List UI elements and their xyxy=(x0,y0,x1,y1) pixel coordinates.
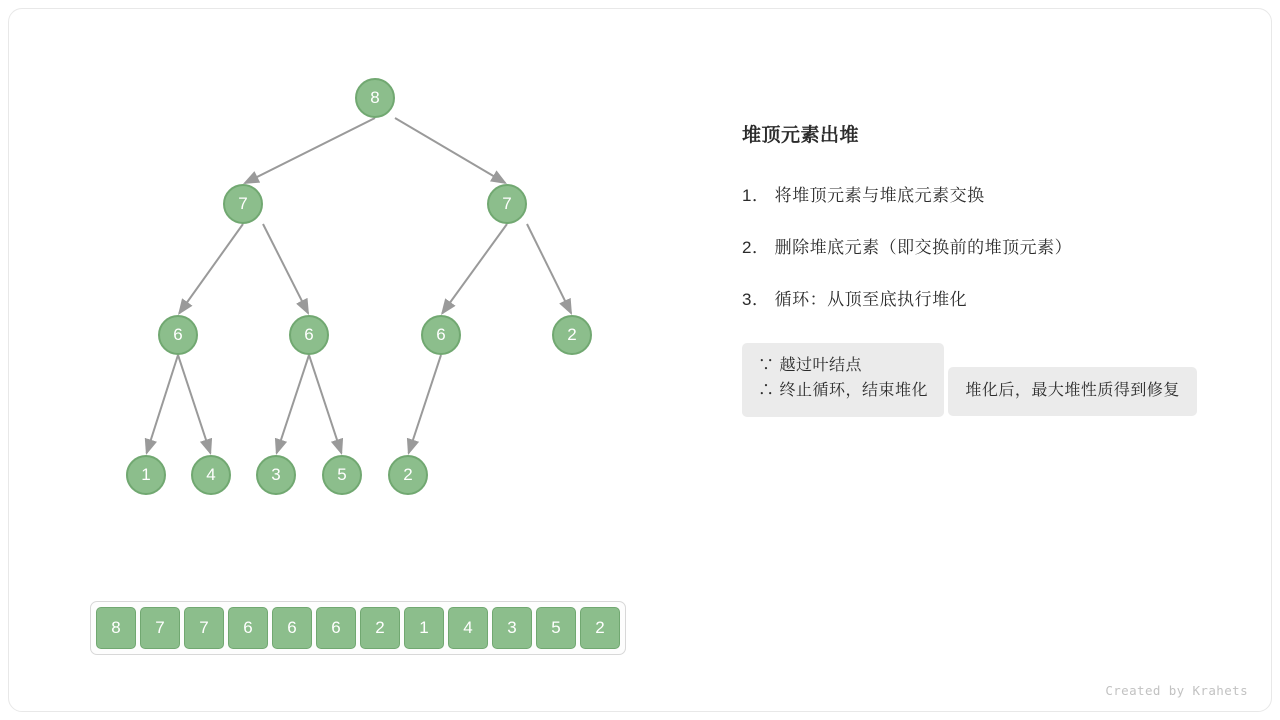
tree-edge xyxy=(147,355,178,453)
tree-node: 2 xyxy=(552,315,592,355)
credit-label: Created by Krahets xyxy=(1105,683,1248,698)
tree-node: 6 xyxy=(289,315,329,355)
tree-edge xyxy=(178,355,210,453)
note-line-conclusion: ∴ 终止循环，结束堆化 xyxy=(758,381,928,399)
tree-node: 3 xyxy=(256,455,296,495)
tree-edge xyxy=(277,355,309,453)
array-cell: 4 xyxy=(448,607,488,649)
array-cell: 6 xyxy=(272,607,312,649)
result-text: 堆化后，最大堆性质得到修复 xyxy=(965,381,1180,399)
step-item: 2． 删除堆底元素（即交换前的堆顶元素） xyxy=(742,238,1073,257)
array-cell: 7 xyxy=(184,607,224,649)
tree-node: 2 xyxy=(388,455,428,495)
tree-edge xyxy=(395,118,505,183)
tree-node: 6 xyxy=(421,315,461,355)
tree-node: 5 xyxy=(322,455,362,495)
array-cell: 6 xyxy=(228,607,268,649)
step-item: 3． 循环：从顶至底执行堆化 xyxy=(742,290,968,309)
tree-node: 6 xyxy=(158,315,198,355)
tree-edge xyxy=(245,118,375,183)
step-item: 1． 将堆顶元素与堆底元素交换 xyxy=(742,186,985,205)
tree-edge xyxy=(442,224,507,313)
tree-node: 7 xyxy=(487,184,527,224)
tree-edge xyxy=(409,355,441,453)
array-cell: 5 xyxy=(536,607,576,649)
tree-node: 7 xyxy=(223,184,263,224)
tree-node: 1 xyxy=(126,455,166,495)
array-cell: 2 xyxy=(580,607,620,649)
explanation-panel xyxy=(742,120,1222,417)
array-cell: 1 xyxy=(404,607,444,649)
tree-edge xyxy=(179,224,243,313)
panel-title: 堆顶元素出堆 xyxy=(742,125,860,146)
array-cell: 2 xyxy=(360,607,400,649)
tree-edge xyxy=(263,224,308,313)
tree-node: 8 xyxy=(355,78,395,118)
array-cell: 3 xyxy=(492,607,532,649)
reasoning-note-box xyxy=(742,343,944,417)
array-cell: 7 xyxy=(140,607,180,649)
tree-node: 4 xyxy=(191,455,231,495)
tree-edge xyxy=(309,355,341,453)
array-cell: 6 xyxy=(316,607,356,649)
array-representation xyxy=(90,601,626,655)
array-cell: 8 xyxy=(96,607,136,649)
steps-list xyxy=(742,181,1222,310)
result-note-box xyxy=(948,367,1197,416)
note-line-premise: ∵ 越过叶结点 xyxy=(758,357,862,374)
binary-tree-diagram xyxy=(0,0,720,600)
tree-edge xyxy=(527,224,571,313)
